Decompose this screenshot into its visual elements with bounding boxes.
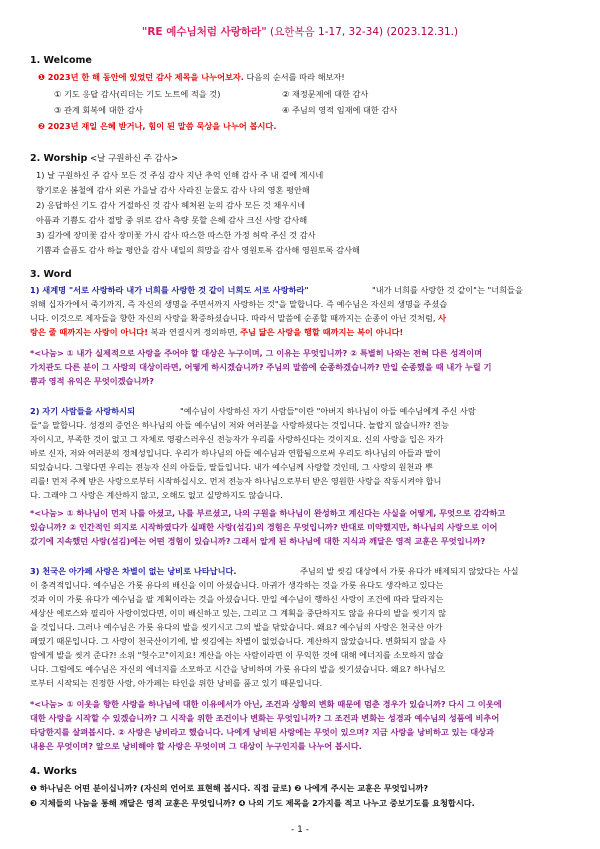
works-line-2: ❸ 지체들의 나눔을 통해 깨달은 영적 교훈은 무엇입니까? ❹ 나의 기도 제목을 2가지를 적고 나누고 중보기도를 요청합시다. (30, 798, 475, 808)
share-question-2-line: *<나눔> ① 하나님이 먼저 나를 아셨고, 나를 부르셨고, 나의 구원을 하나님이 완성하고 계신다는 사실을 어떻게, 무엇으로 감각하고 (30, 508, 506, 518)
word-point-1-red-a: 사 (438, 313, 446, 323)
page-title (0, 24, 600, 39)
word-point-3-line: 람에게 발을 씻겨 준다?! 소위 "헛수고"이지요! 계산을 아는 사람이라면 이 무익한 것에 대해 에너지를 소모하지 않습 (30, 650, 444, 660)
page-number: - 1 - (291, 825, 309, 835)
title-main: "RE 예수님처럼 사랑하라" (141, 26, 267, 38)
title-reference: (요한복음 1-17, 32-34) (2023.12.31.) (266, 26, 459, 38)
welcome-item-2: ❷ 2023년 재일 은혜 받거나, 힘이 된 말씀 묵상을 나누어 봅시다. (38, 121, 277, 131)
word-heading: 3. Word (30, 269, 72, 280)
word-point-3-line: 니다. 그럼에도 예수님은 자신의 에너지를 소모하고 시간을 낭비하며 가룟 유다의 발을 씻기셨습니다. 왜요? 하나님으 (30, 664, 446, 674)
welcome-sub-2: ② 재정문제에 대한 감사 (282, 89, 369, 99)
worship-song-title: <날 구원하신 주 감사> (87, 154, 179, 164)
worship-heading-text: 2. Worship (30, 153, 88, 164)
welcome-sub-1: ① 기도 응답 감사(리더는 기도 노트에 적을 것) (54, 89, 221, 99)
worship-line: 기쁨과 슬픔도 감사 하늘 평안을 감사 내일의 희망을 감사 영원토록 감사해 영원토록 감사해 (36, 245, 360, 255)
share-question-3-line: *<나눔> ① 이웃을 향한 사랑을 하나님에 대한 이유에서가 아닌, 조건과 상황의 변화 때문에 멈춘 경우가 있습니까? 다시 그 이웃에 (30, 699, 502, 709)
word-point-1-tail: "내가 너희를 사랑한 것 같이"는 "너희들을 (372, 285, 523, 295)
word-point-1-line (30, 312, 446, 324)
word-point-3-line: 을 것입니다. 그러나 예수님은 가룟 유다의 발을 씻기시고 그의 발을 닦았습니다. 왜요? 예수님의 사랑은 천국산 아가 (30, 622, 443, 632)
share-question-2-line: 있습니까? ② 인간적인 의지로 시작하였다가 실패한 사랑(섬김)의 경험은 무엇입니까? 반대로 미약했지만, 하나님의 사랑으로 이어 (30, 522, 498, 532)
share-question-2-line: 갔기에 지속했던 사랑(섬김)에는 어떤 경험이 있습니까? 그래서 알게 된 하나님에 대한 지식과 깨달은 영적 교훈은 무엇입니까? (30, 536, 486, 546)
share-question-1-line: *<나눔> ① 내가 실제적으로 사랑을 주어야 할 대상은 누구이며, 그 이유는 무엇입니까? ② 특별히 나와는 전혀 다른 성격이며 (30, 348, 483, 358)
word-point-3-line: 페였기 때문입니다. 그 사랑이 천국산이기에, 발 씻김에는 차별이 없었습니다. 계산하지 않았습니다. 변화되지 않을 사 (30, 636, 446, 646)
word-point-1-mid: 복과 연결시켜 정의하면, (147, 327, 241, 337)
word-point-2-line: 들"을 말합니다. 성경의 증언은 하나님의 아들 예수님이 저와 여러분을 사랑하셨다는 것입니다. 놀랍지 않습니까? 전능 (30, 420, 449, 430)
works-line-1: ❶ 하나님은 어떤 분이십니까? (자신의 언어로 표현해 봅시다. 직접 글로) ❷ 나에게 주시는 교훈은 무엇입니까? (30, 783, 429, 793)
share-question-3-line: 타당한지를 살펴봅시다. ② 사랑은 낭비라고 했습니다. 나에게 낭비된 사랑에는 무엇이 있으며? 지금 사랑을 낭비하고 있는 대상과 (30, 727, 495, 737)
word-point-2-first: "예수님이 사랑하신 자기 사람들"이란 "아버지 하나님이 아들 예수님에게 주신 사람 (180, 406, 476, 416)
word-point-1-title (30, 284, 309, 296)
word-point-3-line: 로부터 시작되는 진정한 사랑, 아가페는 타인을 위한 낭비를 품고 있기 때문입니다. (30, 678, 323, 688)
word-point-2-line: 다. 그래야 그 사랑은 계산하지 않고, 오해도 없고 실망하지도 않습니다. (30, 490, 283, 500)
word-point-3-title: 3) 천국은 아가페 사랑은 차별이 없는 낭비로 나타납니다. (30, 566, 237, 576)
works-heading: 4. Works (30, 766, 77, 777)
share-question-1-line: 가치관도 다른 분이 그 사랑의 대상이라면, 어떻게 하시겠습니까? 주님의 말씀에 순종하겠습니까? 만일 순종했을 때 내가 누릴 기 (30, 362, 492, 372)
word-point-2-line: 리를! 먼저 주께 받은 사랑으로부터 시작하십시오. 먼저 전능자 하나님으로부터 받은 영원한 사랑을 작동시켜야 합니 (30, 476, 442, 486)
welcome-sub-3: ③ 관계 회복에 대한 감사 (54, 105, 143, 115)
word-point-3-first: 주님의 발 씻김 대상에서 가룟 유다가 배제되지 않았다는 사실 (300, 566, 519, 576)
word-point-1-line-text: 니다. 이것으로 제자들을 향한 자신의 사랑을 확증하셨습니다. 따라서 말씀에 순종할 때까지는 순종이 아닌 것처럼, (30, 313, 439, 323)
word-point-3-line: 세상산 에로스와 필리아 사랑이었다면, 이미 배신하고 있는, 그리고 그 계획을 중단하지도 않을 유다의 발을 씻기지 않 (30, 608, 446, 618)
welcome-sub-4: ④ 주님의 영적 임재에 대한 감사 (282, 105, 398, 115)
word-point-3-line: 이 충격적입니다. 예수님은 가룟 유다의 배신을 이미 아셨습니다. 마귀가 생각하는 것을 가룟 유다도 생각하고 있다는 (30, 580, 444, 590)
word-point-1-blue: 1) 새계명 "서로 사랑하라 내가 너희를 사랑한 것 같이 너희도 서로 사랑하라" (30, 285, 309, 295)
word-point-2-line: 되었습니다. 그렇다면 우리는 전능자 신의 아들들, 딸들입니다. 내가 예수님께 사랑할 것인데, 그 사랑의 원천과 뿌 (30, 462, 433, 472)
share-question-1-line: 쁨과 영적 유익은 무엇이겠습니까? (30, 376, 155, 386)
word-point-2-line: 자이시고, 부족한 것이 없고 그 자체로 영광스러우신 전능자가 우리를 사랑하신다는 것이지요. 신의 사랑을 입은 자가 (30, 434, 444, 444)
word-point-2-title: 2) 자기 사람들을 사랑하시되 (30, 406, 135, 416)
word-point-1-red-b: 랑은 줄 때까지는 사랑이 아니다! (30, 327, 148, 337)
worship-line: 아픔과 기쁨도 감사 절망 중 위로 감사 측량 못할 은혜 감사 크신 사랑 감사해 (36, 215, 308, 225)
welcome-item-1-red: ❶ 2023년 한 해 동안에 있었던 감사 제목을 나누어보자. (38, 72, 244, 82)
worship-line: 1) 날 구원하신 주 감사 모든 것 주심 감사 지난 추억 인해 감사 주 내 곁에 계시네 (36, 170, 324, 180)
word-point-1-line: 위해 십자가에서 죽기까지, 즉 자신의 생명을 주면서까지 사랑하는 것"을 말합니다. 즉 예수님은 자신의 생명을 주셨습 (30, 299, 448, 309)
word-point-3-line: 것과 이미 가룟 유다가 예수님을 팔 계획이라는 것을 아셨습니다. 만일 예수님이 행하신 사랑이 조건에 따라 달라지는 (30, 594, 444, 604)
worship-line: 2) 응답하신 기도 감사 거절하신 것 감사 헤쳐왼 눈의 감사 모든 것 채우시네 (36, 200, 305, 210)
welcome-heading: 1. Welcome (30, 55, 92, 66)
word-point-1-line (30, 326, 403, 338)
worship-line: 향기로운 봄철에 감사 외론 가을날 감사 사라진 눈물도 감사 나의 영혼 평안해 (36, 185, 310, 195)
share-question-3-line: 내용은 무엇이며? 앞으로 낭비해야 할 사랑은 무엇이며 그 대상이 누구인지를 나누어 봅시다. (30, 741, 362, 751)
welcome-item-1-rest: 다음의 순서를 따라 해보자! (243, 72, 345, 82)
word-point-1-red-c: 주님 닮은 사랑을 행할 때까지는 복이 아니다! (240, 327, 404, 337)
share-question-3-line: 대한 사랑을 시작할 수 있겠습니까? 그 시작을 위한 조건이나 변화는 무엇입니까? 그 조건과 변화는 성경과 예수님의 성품에 비추어 (30, 713, 500, 723)
welcome-item-1 (38, 71, 345, 83)
word-point-2-line: 바로 신자, 저와 여러분의 정체성입니다. 우리가 하나님의 아들 예수님과 연합됨으로써 우리도 하나님의 아들과 딸이 (30, 448, 441, 458)
worship-heading (30, 152, 178, 164)
worship-line: 3) 길가에 장미꽃 감사 장미꽃 가시 감사 따스한 따스한 가정 허락 주신 것 감사 (36, 230, 316, 240)
